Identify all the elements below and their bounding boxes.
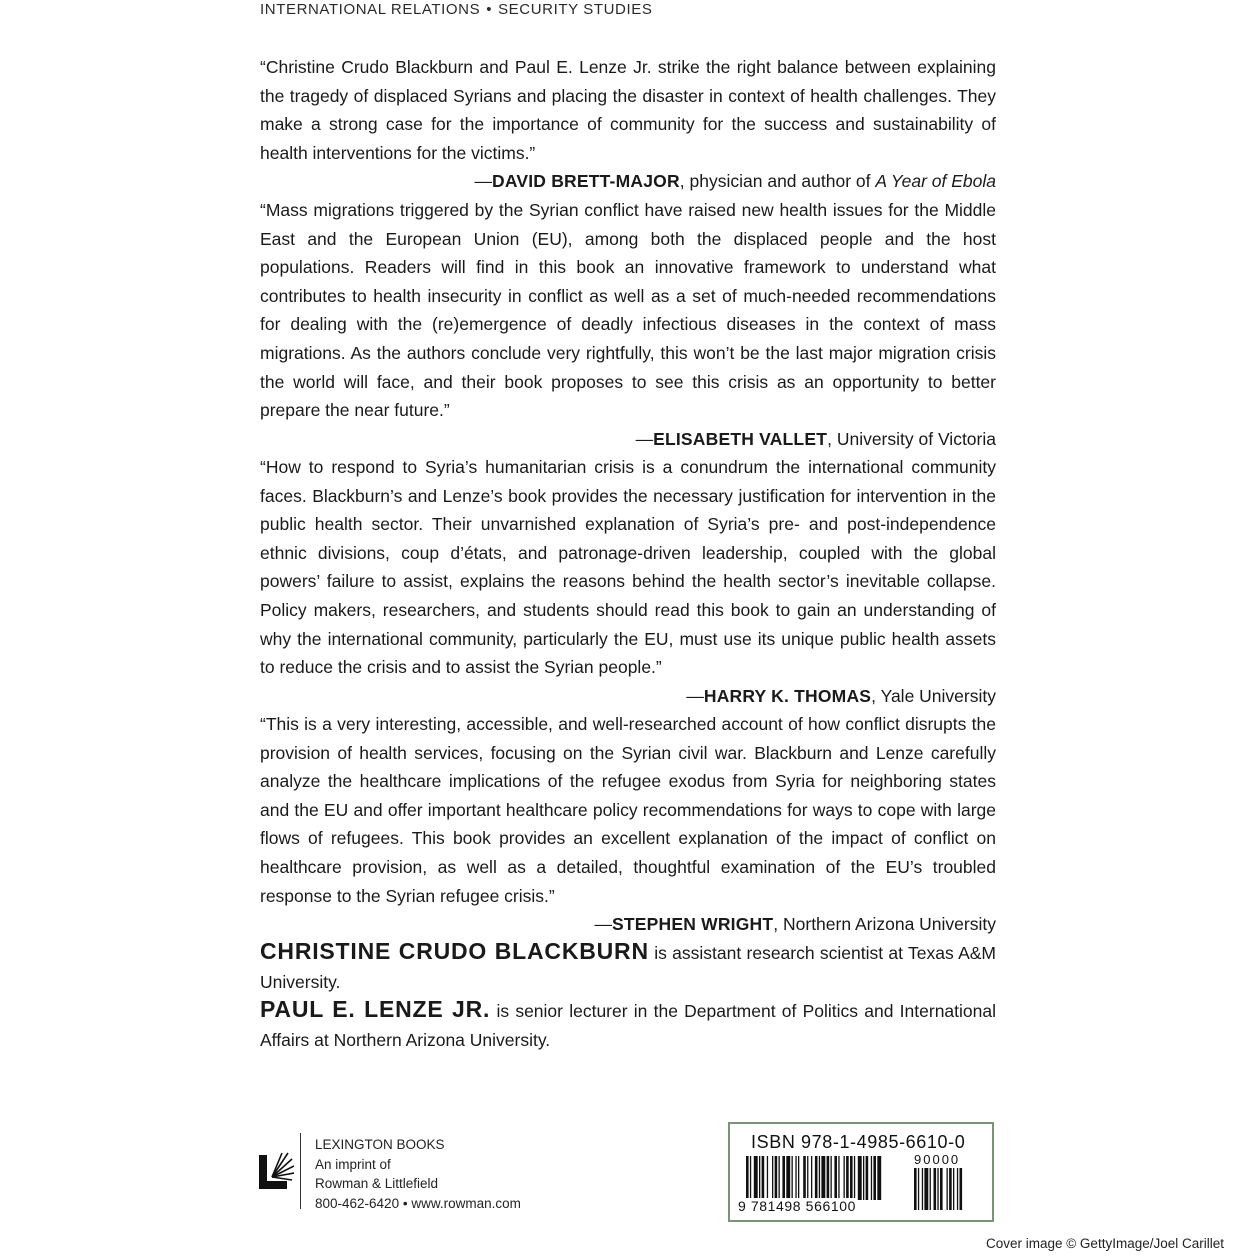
blurb-book-title: A Year of Ebola [875,171,996,192]
author-name: PAUL E. LENZE JR. [260,996,491,1022]
barcode-addon-bar [934,1168,937,1210]
barcode-bar [863,1156,864,1200]
barcode-bar [782,1156,785,1200]
blurb-attribution: —HARRY K. THOMAS, Yale University [686,685,996,706]
category-separator: • [486,1,493,18]
barcode-bar [844,1156,845,1200]
author-bio-blackburn [260,937,996,996]
publisher-parent: Rowman & Littlefield [315,1176,439,1191]
barcode-bar [811,1156,812,1200]
barcode-bar [786,1156,790,1200]
barcode-addon-bar [918,1168,919,1210]
barcode-digits: 9 781498 566100 [738,1198,856,1214]
blurb-quote: “How to respond to Syria’s humanitarian crisis is a conundrum the international community faces. Blackburn’s and Lenze’s book provides the necessary justification for intervention in the public health sector. Their unvarnished explanation of Syria’s pre- and post-independence ethnic divisions, coup d’états, and patronage-driven leadership, coupled with the global powers’ failure to assist, explains the reasons behind the health sector’s inevitable collapse. Policy makers, researchers, and students should read this book to gain an understanding of why the international community, particularly the EU, must use its unique public health assets to reduce the crisis and to assist the Syrian people.” [260,457,996,678]
barcode-addon-bar [922,1168,923,1210]
barcode-bar [807,1156,808,1200]
publisher-info [315,1135,521,1213]
blurb-author-name: ELISABETH VALLET [653,428,828,449]
barcode-bar [854,1156,855,1200]
category-international-relations: INTERNATIONAL RELATIONS [260,1,481,18]
barcode-bar [746,1156,749,1200]
author-bio-lenze [260,995,996,1054]
barcode-bar [871,1156,872,1200]
barcode-bar [877,1156,881,1200]
barcode-bar [866,1156,869,1200]
isbn-label: ISBN 978-1-4985-6610-0 [751,1132,966,1152]
barcode-bar [803,1156,806,1200]
isbn-barcode-box [728,1122,994,1222]
publisher-divider [300,1133,301,1209]
publisher-name: LEXINGTON BOOKS [315,1137,445,1152]
barcode-bar [792,1156,793,1200]
barcode-addon-bar [953,1168,954,1210]
cover-image-credit: Cover image © GettyImage/Joel Carillet [985,1236,1224,1251]
barcode-bar [858,1156,862,1200]
publisher-contact: 800-462-6420 • www.rowman.com [315,1195,521,1211]
publisher-website: www.rowman.com [411,1195,521,1211]
author-bio-text: is senior lecturer in the Department of Politics and International Affairs at Northern Arizona University. [260,1001,997,1050]
blurb-attribution: —ELISABETH VALLET, University of Victoria [635,428,996,449]
blurb-author-name: STEPHEN WRIGHT [611,914,774,935]
barcode-bar [750,1156,751,1200]
barcode-addon-bar [949,1168,952,1210]
lexington-books-logo-icon [258,1151,294,1191]
barcode-bar [772,1156,773,1200]
barcode-bar [775,1156,778,1200]
barcode-bar [873,1156,876,1200]
barcode-bar [831,1156,832,1200]
blurb-thomas [260,453,996,710]
author-name: CHRISTINE CRUDO BLACKBURN [260,938,649,964]
barcode-bar [827,1156,830,1200]
barcode-addon-bar [930,1168,931,1210]
blurb-attribution: —STEPHEN WRIGHT, Northern Arizona University [594,914,996,935]
blurb-wright [260,710,996,939]
blurb-quote: “Mass migrations triggered by the Syrian conflict have raised new health issues for the Middle East and the European Union (EU), among both the displaced people and the host populations. Readers will find in this book an innovative framework to understand what contributes to health insecurity in conflict as well as a set of much-needed recommendations for dealing with the (re)emergence of deadly infectious diseases in the context of mass migrations. As the authors conclude very rightfully, this won’t be the last major migration crisis the world will face, and their book proposes to see this crisis as an opportunity to better prepare the near future.” [260,200,996,421]
barcode-addon-bar [940,1168,943,1210]
blurb-quote: “Christine Crudo Blackburn and Paul E. Lenze Jr. strike the right balance between explaining the tragedy of displaced Syrians and placing the disaster in context of health challenges. They make a strong case for the importance of community for the success and sustainability of health interventions for the victims.” [260,57,996,163]
publisher-phone: 800-462-6420 [315,1195,400,1211]
barcode-bar [846,1156,849,1200]
barcode-bar [819,1156,820,1200]
barcode-bar [759,1156,760,1200]
barcode-bar [798,1156,799,1200]
publisher-block [258,1133,558,1211]
barcode-bar [834,1156,837,1200]
barcode-bar [815,1156,818,1200]
category-security-studies: SECURITY STUDIES [498,1,653,18]
blurb-author-name: DAVID BRETT-MAJOR [491,171,680,192]
barcode-bar [838,1156,839,1200]
barcode-bar [767,1156,768,1200]
barcode-addon-digits: 90000 [914,1152,961,1167]
barcode-addon-bar [957,1168,958,1210]
barcode-bar [821,1156,825,1200]
blurb-author-name: HARRY K. THOMAS [703,685,872,706]
barcode-addon-bar [924,1168,928,1210]
category-header [260,1,652,18]
barcode-bar [795,1156,796,1200]
blurb-brett-major [260,53,996,196]
barcode-bar [850,1156,853,1200]
blurb-vallet [260,196,996,453]
blurb-quote: “This is a very interesting, accessible, and well-researched account of how conflict disrupts the provision of health services, focusing on the Syrian civil war. Blackburn and Lenze carefully analyze the healthcare implications of the refugee exodus from Syria for neighboring states and the EU and offer important healthcare policy recommendations for ways to cope with large flows of refugees. This book provides an excellent explanation of the impact of conflict on healthcare provision, as well as a detailed, thoughtful examination of the EU’s troubled response to the Syrian refugee crisis.” [260,714,996,906]
barcode-addon-bar [914,1168,917,1210]
barcode-bar [779,1156,780,1200]
barcode-addon-bar [937,1168,938,1210]
barcode-bar [762,1156,765,1200]
barcode-addon-bar [960,1168,963,1210]
blurb-attribution: —DAVID BRETT-MAJOR, physician and author of A Year of Ebola [474,171,996,192]
barcode-bar [754,1156,758,1200]
author-bio-text: is assistant research scientist at Texas A&M University. [260,943,996,992]
publisher-imprint-line: An imprint of [315,1156,391,1172]
barcode-addon-bar [947,1168,948,1210]
